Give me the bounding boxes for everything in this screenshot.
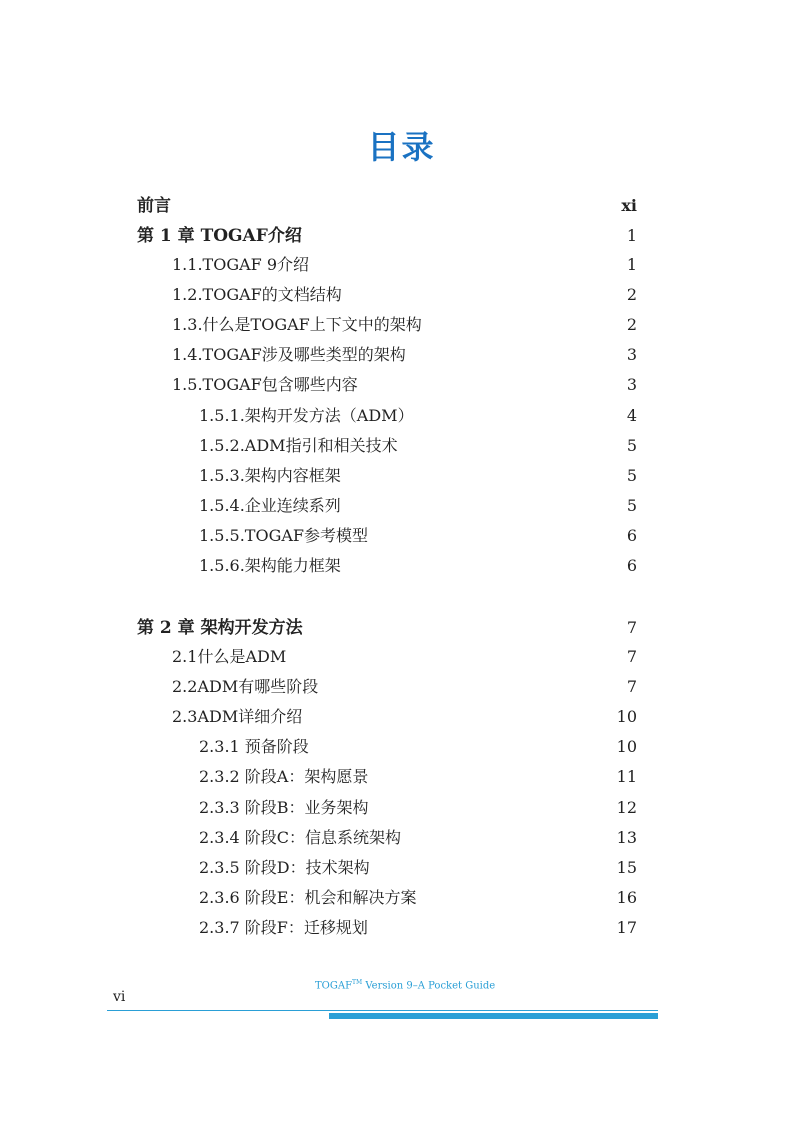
toc-entry-page: 11 xyxy=(616,767,637,786)
toc-entry-page: 2 xyxy=(626,315,637,334)
toc-entry-page: 6 xyxy=(626,526,637,545)
toc-entry-section[interactable] xyxy=(0,373,803,397)
footer-guide-prefix: TOGAF xyxy=(315,980,353,992)
toc-entry-label: 2.3.1 预备阶段 xyxy=(199,737,309,756)
toc-entry-page: xi xyxy=(621,196,637,215)
toc-entry-section[interactable] xyxy=(0,705,803,729)
toc-entry-label: 2.3.6 阶段E：机会和解决方案 xyxy=(199,888,417,907)
toc-entry-page: 13 xyxy=(616,828,637,847)
toc-entry-subsection[interactable] xyxy=(0,856,803,880)
toc-entry-page: 6 xyxy=(626,556,637,575)
toc-entry-page: 7 xyxy=(626,618,637,637)
toc-entry-label: 1.4.TOGAF涉及哪些类型的架构 xyxy=(172,345,406,364)
toc-entry-label: 2.3.5 阶段D：技术架构 xyxy=(199,858,370,877)
toc-entry-page: 1 xyxy=(626,226,637,245)
toc-entry-subsection[interactable] xyxy=(0,796,803,820)
toc-entry-page: 12 xyxy=(616,798,637,817)
toc-entry-page: 4 xyxy=(626,406,637,425)
page-number: vi xyxy=(113,989,126,1005)
toc-entry-label: 2.3.2 阶段A：架构愿景 xyxy=(199,767,369,786)
footer-guide-title xyxy=(315,979,495,991)
toc-entry-label: 1.5.6.架构能力框架 xyxy=(199,556,341,575)
toc-entry-section[interactable] xyxy=(0,645,803,669)
toc-entry-page: 1 xyxy=(626,255,637,274)
toc-entry-subsection[interactable] xyxy=(0,494,803,518)
toc-entry-label: 2.3ADM详细介绍 xyxy=(172,707,303,726)
toc-entry-page: 7 xyxy=(626,677,637,696)
toc-entry-label: 1.5.3.架构内容框架 xyxy=(199,466,341,485)
toc-entry-label: 1.5.1.架构开发方法（ADM） xyxy=(199,406,414,425)
toc-entry-page: 3 xyxy=(626,375,637,394)
toc-entry-label: 1.1.TOGAF 9介绍 xyxy=(172,255,310,274)
toc-entry-preface[interactable] xyxy=(0,194,803,218)
toc-entry-section[interactable] xyxy=(0,343,803,367)
toc-entry-page: 5 xyxy=(626,496,637,515)
toc-entry-label: 1.5.4.企业连续系列 xyxy=(199,496,341,515)
toc-entry-section[interactable] xyxy=(0,313,803,337)
toc-entry-page: 17 xyxy=(616,918,637,937)
toc-entry-section[interactable] xyxy=(0,253,803,277)
toc-entry-subsection[interactable] xyxy=(0,404,803,428)
toc-entry-subsection[interactable] xyxy=(0,735,803,759)
toc-entry-page: 5 xyxy=(626,466,637,485)
toc-entry-label: 2.2ADM有哪些阶段 xyxy=(172,677,319,696)
page-title: 目录 xyxy=(367,128,436,166)
footer-rule-thick xyxy=(329,1013,658,1019)
toc-entry-label: 第 1 章 TOGAF介绍 xyxy=(137,226,302,246)
toc-entry-subsection[interactable] xyxy=(0,765,803,789)
toc-entry-label: 1.5.5.TOGAF参考模型 xyxy=(199,526,369,545)
toc-entry-subsection[interactable] xyxy=(0,886,803,910)
toc-entry-page: 3 xyxy=(626,345,637,364)
toc-entry-page: 16 xyxy=(616,888,637,907)
toc-entry-chapter-2[interactable] xyxy=(0,616,803,640)
toc-entry-label: 2.3.3 阶段B：业务架构 xyxy=(199,798,369,817)
toc-entry-subsection[interactable] xyxy=(0,434,803,458)
toc-entry-subsection[interactable] xyxy=(0,554,803,578)
toc-entry-page: 2 xyxy=(626,285,637,304)
toc-entry-section[interactable] xyxy=(0,283,803,307)
toc-entry-label: 1.2.TOGAF的文档结构 xyxy=(172,285,342,304)
toc-entry-subsection[interactable] xyxy=(0,524,803,548)
toc-entry-label: 1.5.TOGAF包含哪些内容 xyxy=(172,375,358,394)
toc-entry-label: 第 2 章 架构开发方法 xyxy=(137,618,303,638)
toc-entry-label: 2.1什么是ADM xyxy=(172,647,287,666)
toc-entry-subsection[interactable] xyxy=(0,916,803,940)
toc-entry-chapter-1[interactable] xyxy=(0,224,803,248)
toc-entry-label: 1.3.什么是TOGAF上下文中的架构 xyxy=(172,315,422,334)
toc-entry-label: 1.5.2.ADM指引和相关技术 xyxy=(199,436,398,455)
toc-entry-page: 10 xyxy=(616,707,637,726)
toc-entry-subsection[interactable] xyxy=(0,826,803,850)
trademark-mark: TM xyxy=(352,979,363,986)
toc-entry-section[interactable] xyxy=(0,675,803,699)
toc-entry-page: 15 xyxy=(616,858,637,877)
footer-rule-thin xyxy=(107,1010,658,1011)
toc-entry-page: 7 xyxy=(626,647,637,666)
toc-entry-label: 2.3.4 阶段C：信息系统架构 xyxy=(199,828,402,847)
toc-entry-label: 2.3.7 阶段F：迁移规划 xyxy=(199,918,368,937)
footer-guide-suffix: Version 9–A Pocket Guide xyxy=(362,980,496,992)
toc-entry-page: 10 xyxy=(616,737,637,756)
toc-entry-subsection[interactable] xyxy=(0,464,803,488)
toc-entry-label: 前言 xyxy=(137,196,171,216)
toc-entry-page: 5 xyxy=(626,436,637,455)
